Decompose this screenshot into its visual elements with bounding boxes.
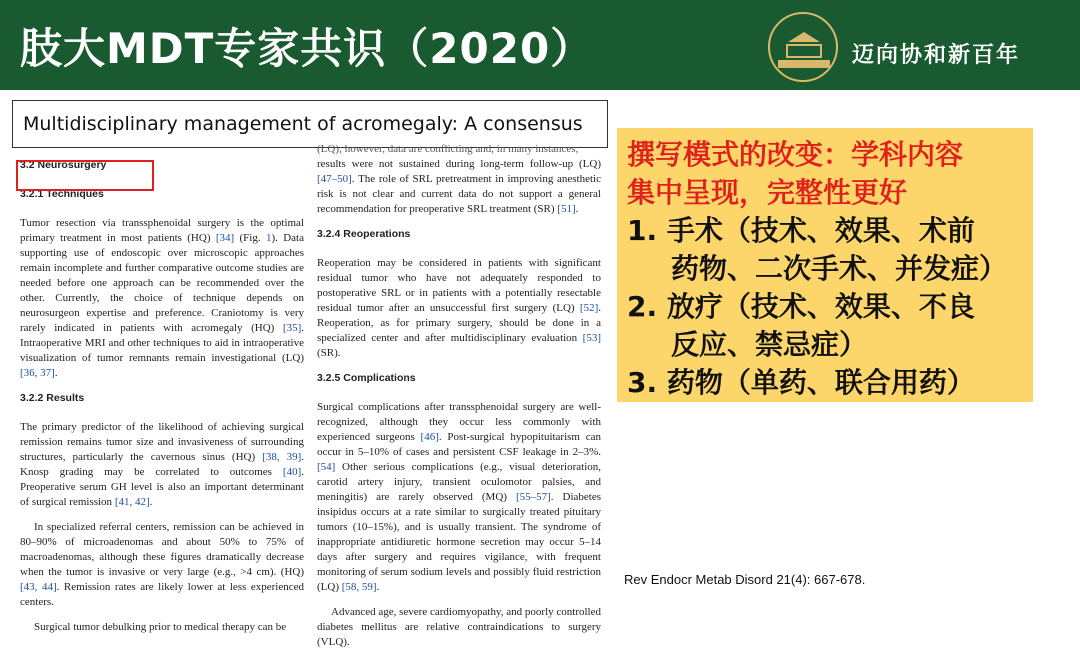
paragraph-srl: results were not sustained during long-term follow-up (LQ) [47–50]. The role of SRL pretreatment in improving anesthetic risk is not clear and current data do not support a general recommendation for preoperative SRL treatment (SR) [51]. [317, 158, 601, 215]
citation: Rev Endocr Metab Disord 21(4): 667-678. [624, 572, 866, 587]
paragraph-results-3: Surgical tumor debulking prior to medical therapy can be [34, 621, 287, 633]
summary-callout [617, 128, 1033, 402]
section-heading-techniques: 3.2.1 Techniques [20, 188, 104, 200]
section-heading-complications: 3.2.5 Complications [317, 372, 416, 384]
callout-item-1-cont: 药物、二次手术、并发症） [671, 252, 1008, 285]
paragraph-results-1: The primary predictor of the likelihood of achieving surgical remission remains tumor size and invasiveness of surrounding structures, particularly the cavernous sinus (HQ) [38, 39]. Knosp grading may be correlated to outcomes [40]. Preoperative serum GH level is also an important determinant of surgical remission [41, 42]. [20, 421, 304, 508]
paper-title: Multidisciplinary management of acromegaly: A consensus [23, 113, 583, 135]
header-bar [0, 0, 1080, 90]
highlight-box [16, 160, 154, 191]
paper-left-column [20, 150, 304, 645]
callout-lead-line-2: 集中呈现，完整性更好 [627, 176, 908, 209]
callout-lead-line-1: 撰写模式的改变：学科内容 [627, 138, 964, 171]
callout-item-2: 2. 放疗（技术、效果、不良 [627, 290, 975, 323]
section-heading-reoperations: 3.2.4 Reoperations [317, 228, 411, 240]
paragraph-complications: Surgical complications after transsphenoidal surgery are well-recognized, although they occur less commonly with experienced surgeons [46]. Post-surgical hypopituitarism can occur in 5–10% of cases and persistent CSF leakage in 2–3%. [54] Other serious complications (e.g., visual deterioration, carotid artery injury, transient oculomotor palsies, and meningitis) are rarely observed (MQ) [55–57]. Diabetes insipidus occurs at a rate similar to surgically treated pituitary tumors (10–15%), and is usually transient. The syndrome of inappropriate antidiuretic hormone secretion may occur 5–14 days after surgery and requires vigilance, with frequent monitoring of serum sodium levels and possibly fluid restriction (LQ) [58, 59]. [317, 401, 601, 593]
callout-item-1: 1. 手术（技术、效果、术前 [627, 214, 975, 247]
paper-right-column [317, 143, 601, 660]
callout-item-2-cont: 反应、禁忌症） [671, 328, 868, 361]
section-heading-neurosurgery: 3.2 Neurosurgery [20, 159, 107, 171]
paragraph-techniques: Tumor resection via transsphenoidal surgery is the optimal primary treatment in most patients (HQ) [34] (Fig. 1). Data supporting use of endoscopic over microscopic approaches remain incomplete and further comparative outcome studies are needed before one approach can be recommended over the other. Currently, the choice of technique depends on neurosurgeon expertise and preference. Craniotomy is very rarely indicated in patients with acromegaly (HQ) [35]. Intraoperative MRI and other techniques to aid in intraoperative visualization of tumor remnants remain investigational (LQ) [36, 37]. [20, 217, 304, 379]
section-heading-results: 3.2.2 Results [20, 392, 85, 404]
paper-title-box [12, 100, 608, 148]
paragraph-reoperations: Reoperation may be considered in patients with significant residual tumor who have not adequately responded to postoperative SRL or in patients with a potentially resectable residual tumor after an unsuccessful first surgery (LQ) [52]. Reoperation, as for primary surgery, should be done in a specialized center and after multidisciplinary evaluation [53] (SR). [317, 257, 601, 359]
slide-title: 肢大MDT专家共识（2020） [20, 24, 594, 73]
pumch-logo-icon [768, 12, 838, 82]
paper-excerpt [12, 143, 608, 648]
paragraph-cut-top: (LQ); however, data are conflicting and, in many instances, [317, 143, 579, 155]
paragraph-contraindications: Advanced age, severe cardiomyopathy, and poorly controlled diabetes mellitus are relative contraindications to surgery (VLQ). [317, 606, 601, 648]
slogan-text: 迈向协和新百年 [852, 42, 1021, 68]
callout-item-3: 3. 药物（单药、联合用药） [627, 366, 975, 399]
paragraph-results-2: In specialized referral centers, remission can be achieved in 80–90% of microadenomas and about 50% to 75% of macroadenomas, although these figures dramatically decrease when the tumor is invasive or very large (e.g., >4 cm). (HQ) [43, 44]. Remission rates are likely lower at less experienced centers. [20, 521, 305, 608]
